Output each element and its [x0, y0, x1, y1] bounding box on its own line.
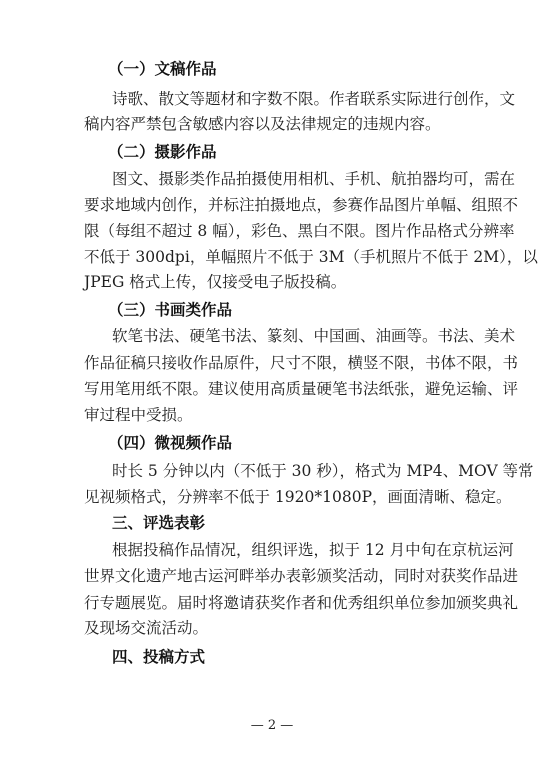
paragraph-line: 作品征稿只接收作品原件，尺寸不限，横竖不限，书体不限，书 — [84, 354, 519, 372]
paragraph-line: 软笔书法、硬笔书法、篆刻、中国画、油画等。书法、美术 — [112, 327, 516, 345]
section-heading-writing: （一）文稿作品 — [108, 60, 217, 78]
section-heading-video: （四）微视频作品 — [108, 434, 233, 452]
paragraph-line: 及现场交流活动。 — [84, 619, 209, 637]
section-heading-submission: 四、投稿方式 — [112, 648, 206, 666]
paragraph-line: 写用笔用纸不限。建议使用高质量硬笔书法纸张，避免运输、评 — [84, 380, 519, 398]
paragraph-line: 限（每组不超过 8 幅），彩色、黑白不限。图片作品格式分辨率 — [84, 222, 515, 240]
paragraph-line: 根据投稿作品情况，组织评选，拟于 12 月中旬在京杭运河 — [112, 541, 514, 559]
paragraph-line: 要求地域内创作，并标注拍摄地点，参赛作品图片单幅、组照不 — [84, 196, 519, 214]
page-number: — 2 — — [250, 718, 294, 733]
paragraph-line: JPEG 格式上传，仅接受电子版投稿。 — [84, 273, 347, 291]
paragraph-line: 行专题展览。届时将邀请获奖作者和优秀组织单位参加颁奖典礼 — [84, 594, 519, 612]
section-heading-photo: （二）摄影作品 — [108, 143, 217, 161]
paragraph-line: 稿内容严禁包含敏感内容以及法律规定的违规内容。 — [84, 115, 441, 133]
paragraph-line: 不低于 300dpi，单幅照片不低于 3M（手机照片不低于 2M），以 — [84, 248, 538, 266]
paragraph-line: 审过程中受损。 — [84, 406, 193, 424]
paragraph-line: 见视频格式，分辨率不低于 1920*1080P，画面清晰、稳定。 — [84, 488, 512, 506]
paragraph-line: 时长 5 分钟以内（不低于 30 秒），格式为 MP4、MOV 等常 — [112, 462, 534, 480]
paragraph-line: 诗歌、散文等题材和字数不限。作者联系实际进行创作，文 — [112, 90, 516, 108]
paragraph-line: 图文、摄影类作品拍摄使用相机、手机、航拍器均可，需在 — [112, 170, 516, 188]
section-heading-calligraphy: （三）书画类作品 — [108, 301, 233, 319]
paragraph-line: 世界文化遗产地古运河畔举办表彰颁奖活动，同时对获奖作品进 — [84, 567, 519, 585]
section-heading-selection: 三、评选表彰 — [112, 514, 206, 532]
